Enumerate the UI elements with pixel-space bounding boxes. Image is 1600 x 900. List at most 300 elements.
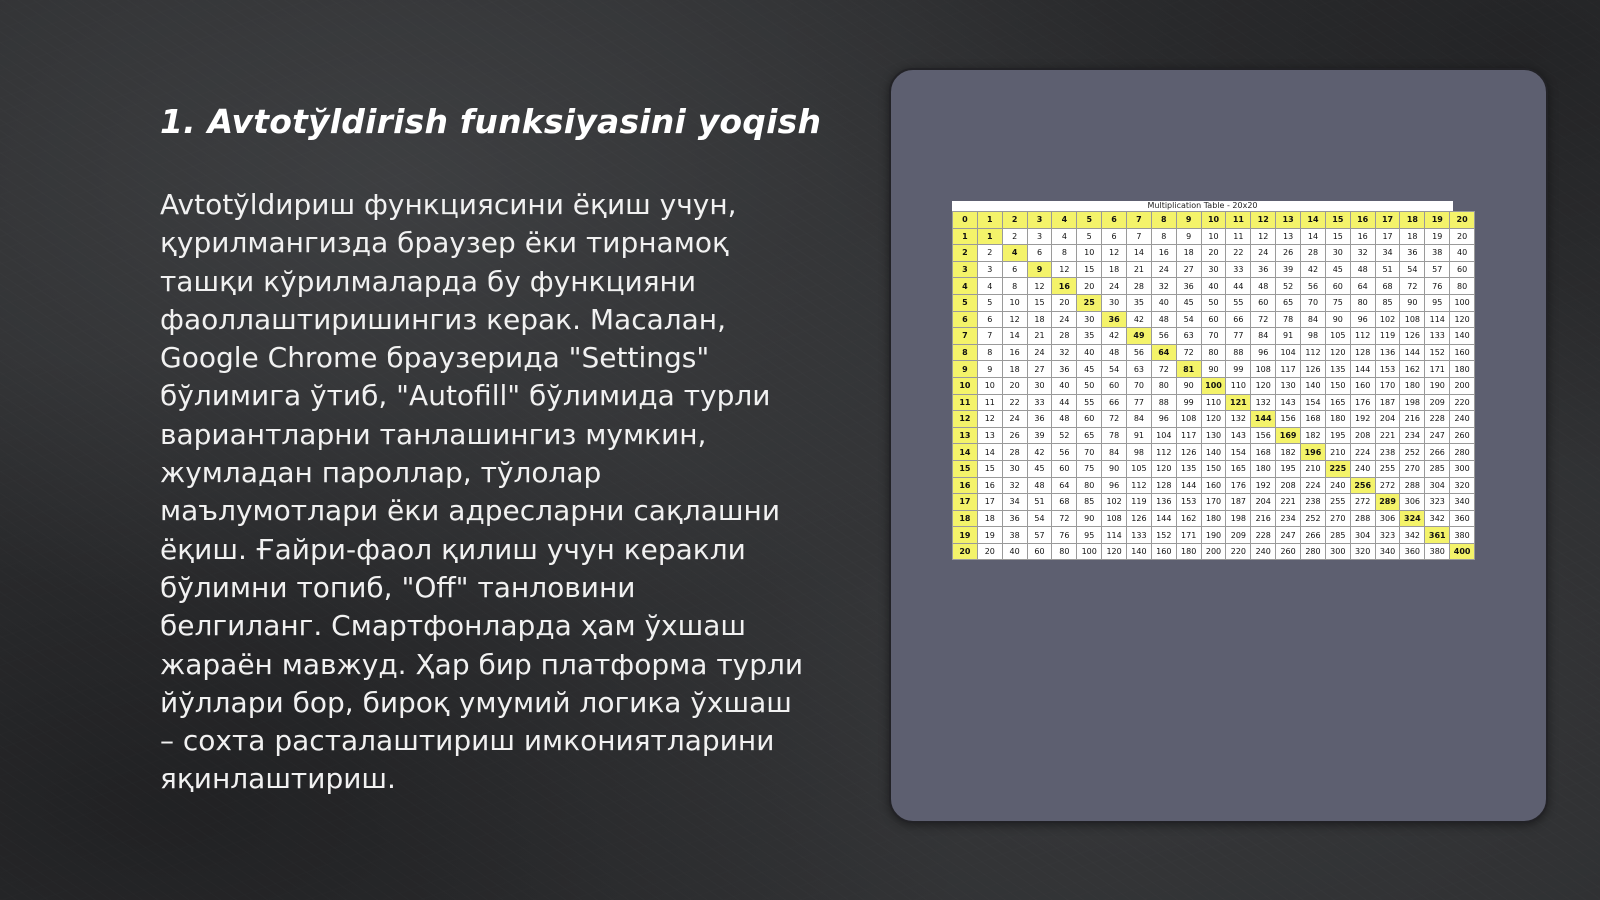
- table-cell: 68: [1052, 494, 1077, 511]
- table-cell: 30: [1102, 294, 1127, 311]
- table-cell: 380: [1450, 527, 1475, 544]
- table-cell: 84: [1301, 311, 1326, 328]
- table-row: [953, 494, 1475, 511]
- slide-body-text: Avtotўldириш функциясини ёқиш учун, қурилмангизда браузер ёки тирнамоқ ташқи кўрилмаларда бу функцияни фаоллаштиришингиз керак. Масалан, Google Chrome браузерида "Settings" бўлимига ўтиб, "Autofill" бўлимида турли вариантларни танлашингиз мумкин, жумладан пароллар, тўлолар маълумотлари ёки адресларни сақлашни ёқиш. Ғайри-фаол қилиш учун керакли бўлимни топиб, "Off" танловини белгиланг. Смартфонларда ҳам ўхшаш жараён мавжуд. Ҳар бир платформа турли йўллари бор, бироқ умумий логика ўхшаш – сохта расталаштириш имкониятларини яқинлаштириш.: [160, 188, 804, 796]
- table-cell: 102: [1375, 311, 1400, 328]
- table-square-cell: 1: [977, 228, 1002, 245]
- table-cell: 15: [1027, 294, 1052, 311]
- table-cell: 288: [1400, 477, 1425, 494]
- table-cell: 78: [1276, 311, 1301, 328]
- table-cell: 112: [1350, 328, 1375, 345]
- table-column-header: 18: [1400, 212, 1425, 229]
- table-cell: 220: [1226, 543, 1251, 560]
- table-cell: 72: [1400, 278, 1425, 295]
- table-cell: 323: [1375, 527, 1400, 544]
- table-column-header: 6: [1102, 212, 1127, 229]
- table-cell: 18: [1400, 228, 1425, 245]
- table-cell: 51: [1027, 494, 1052, 511]
- table-cell: 32: [1151, 278, 1176, 295]
- table-column-header: 2: [1002, 212, 1027, 229]
- table-cell: 168: [1251, 444, 1276, 461]
- table-cell: 28: [1052, 328, 1077, 345]
- table-cell: 30: [1002, 460, 1027, 477]
- table-cell: 16: [1350, 228, 1375, 245]
- table-column-header: 7: [1127, 212, 1152, 229]
- table-cell: 126: [1127, 510, 1152, 527]
- table-cell: 272: [1375, 477, 1400, 494]
- table-column-header: 9: [1176, 212, 1201, 229]
- table-cell: 221: [1276, 494, 1301, 511]
- table-row: [953, 261, 1475, 278]
- table-row: [953, 361, 1475, 378]
- table-cell: 143: [1226, 427, 1251, 444]
- table-row-header: 6: [953, 311, 978, 328]
- table-cell: 80: [1052, 543, 1077, 560]
- table-cell: 117: [1176, 427, 1201, 444]
- table-cell: 160: [1151, 543, 1176, 560]
- table-cell: 165: [1325, 394, 1350, 411]
- table-cell: 45: [1077, 361, 1102, 378]
- table-cell: 36: [1251, 261, 1276, 278]
- table-cell: 21: [1127, 261, 1152, 278]
- table-cell: 17: [977, 494, 1002, 511]
- table-cell: 54: [1102, 361, 1127, 378]
- table-cell: 77: [1127, 394, 1152, 411]
- table-cell: 32: [1002, 477, 1027, 494]
- table-cell: 228: [1425, 411, 1450, 428]
- table-cell: 216: [1251, 510, 1276, 527]
- table-cell: 34: [1375, 245, 1400, 262]
- table-cell: 180: [1450, 361, 1475, 378]
- table-cell: 80: [1350, 294, 1375, 311]
- table-row-header: 18: [953, 510, 978, 527]
- table-cell: 288: [1350, 510, 1375, 527]
- table-cell: 160: [1350, 377, 1375, 394]
- table-cell: 136: [1375, 344, 1400, 361]
- table-cell: 80: [1151, 377, 1176, 394]
- table-cell: 42: [1301, 261, 1326, 278]
- table-cell: 85: [1077, 494, 1102, 511]
- table-cell: 144: [1176, 477, 1201, 494]
- table-cell: 112: [1301, 344, 1326, 361]
- table-cell: 96: [1350, 311, 1375, 328]
- table-cell: 28: [1002, 444, 1027, 461]
- table-cell: 70: [1201, 328, 1226, 345]
- table-square-cell: 225: [1325, 460, 1350, 477]
- table-cell: 272: [1350, 494, 1375, 511]
- table-cell: 88: [1226, 344, 1251, 361]
- table-cell: 90: [1176, 377, 1201, 394]
- table-cell: 56: [1151, 328, 1176, 345]
- table-cell: 210: [1325, 444, 1350, 461]
- table-cell: 126: [1400, 328, 1425, 345]
- table-cell: 4: [977, 278, 1002, 295]
- table-cell: 48: [1251, 278, 1276, 295]
- table-cell: 24: [1151, 261, 1176, 278]
- table-cell: 95: [1425, 294, 1450, 311]
- table-cell: 8: [1002, 278, 1027, 295]
- table-column-header: 12: [1251, 212, 1276, 229]
- table-cell: 5: [1077, 228, 1102, 245]
- table-cell: 64: [1350, 278, 1375, 295]
- table-cell: 7: [977, 328, 1002, 345]
- table-cell: 360: [1450, 510, 1475, 527]
- table-cell: 200: [1450, 377, 1475, 394]
- table-cell: 208: [1350, 427, 1375, 444]
- table-row-header: 1: [953, 228, 978, 245]
- table-cell: 252: [1301, 510, 1326, 527]
- table-square-cell: 100: [1201, 377, 1226, 394]
- table-cell: 18: [977, 510, 1002, 527]
- table-cell: 8: [1151, 228, 1176, 245]
- table-row: [953, 527, 1475, 544]
- table-cell: 140: [1301, 377, 1326, 394]
- table-cell: 176: [1350, 394, 1375, 411]
- table-cell: 6: [977, 311, 1002, 328]
- table-cell: 154: [1301, 394, 1326, 411]
- table-row-header: 20: [953, 543, 978, 560]
- table-cell: 221: [1375, 427, 1400, 444]
- table-cell: 132: [1226, 411, 1251, 428]
- table-square-cell: 289: [1375, 494, 1400, 511]
- table-row: [953, 228, 1475, 245]
- table-cell: 60: [1077, 411, 1102, 428]
- table-row-header: 9: [953, 361, 978, 378]
- table-square-cell: 196: [1301, 444, 1326, 461]
- table-cell: 38: [1425, 245, 1450, 262]
- table-cell: 153: [1176, 494, 1201, 511]
- table-cell: 60: [1325, 278, 1350, 295]
- table-cell: 160: [1450, 344, 1475, 361]
- table-cell: 44: [1052, 394, 1077, 411]
- table-cell: 135: [1176, 460, 1201, 477]
- table-cell: 323: [1425, 494, 1450, 511]
- table-cell: 200: [1201, 543, 1226, 560]
- table-cell: 224: [1350, 444, 1375, 461]
- table-cell: 105: [1127, 460, 1152, 477]
- table-cell: 33: [1027, 394, 1052, 411]
- table-cell: 12: [1027, 278, 1052, 295]
- table-cell: 170: [1375, 377, 1400, 394]
- table-cell: 52: [1276, 278, 1301, 295]
- table-cell: 55: [1077, 394, 1102, 411]
- table-cell: 24: [1251, 245, 1276, 262]
- table-cell: 40: [1077, 344, 1102, 361]
- table-cell: 342: [1400, 527, 1425, 544]
- table-cell: 90: [1077, 510, 1102, 527]
- table-column-header: 20: [1450, 212, 1475, 229]
- table-row: [953, 427, 1475, 444]
- table-cell: 90: [1325, 311, 1350, 328]
- table-cell: 72: [1176, 344, 1201, 361]
- table-row-header: 3: [953, 261, 978, 278]
- table-cell: 28: [1127, 278, 1152, 295]
- table-cell: 342: [1425, 510, 1450, 527]
- table-column-header: 4: [1052, 212, 1077, 229]
- table-cell: 33: [1226, 261, 1251, 278]
- table-cell: 75: [1325, 294, 1350, 311]
- table-cell: 60: [1251, 294, 1276, 311]
- table-cell: 170: [1201, 494, 1226, 511]
- table-cell: 40: [1002, 543, 1027, 560]
- table-cell: 14: [977, 444, 1002, 461]
- table-cell: 240: [1251, 543, 1276, 560]
- table-row-header: 12: [953, 411, 978, 428]
- table-cell: 247: [1276, 527, 1301, 544]
- table-cell: 65: [1276, 294, 1301, 311]
- table-row: [953, 460, 1475, 477]
- table-cell: 66: [1226, 311, 1251, 328]
- table-cell: 154: [1226, 444, 1251, 461]
- table-cell: 96: [1102, 477, 1127, 494]
- table-cell: 120: [1450, 311, 1475, 328]
- table-cell: 76: [1425, 278, 1450, 295]
- table-cell: 228: [1251, 527, 1276, 544]
- table-cell: 144: [1400, 344, 1425, 361]
- table-cell: 140: [1450, 328, 1475, 345]
- table-cell: 40: [1450, 245, 1475, 262]
- table-cell: 56: [1127, 344, 1152, 361]
- table-cell: 117: [1276, 361, 1301, 378]
- table-cell: 195: [1325, 427, 1350, 444]
- table-cell: 198: [1400, 394, 1425, 411]
- table-cell: 70: [1127, 377, 1152, 394]
- table-cell: 36: [1052, 361, 1077, 378]
- table-cell: 20: [1077, 278, 1102, 295]
- table-cell: 28: [1301, 245, 1326, 262]
- table-cell: 234: [1276, 510, 1301, 527]
- table-cell: 48: [1151, 311, 1176, 328]
- table-cell: 20: [1002, 377, 1027, 394]
- table-cell: 300: [1450, 460, 1475, 477]
- table-row-header: 17: [953, 494, 978, 511]
- table-cell: 240: [1450, 411, 1475, 428]
- table-cell: 54: [1176, 311, 1201, 328]
- table-cell: 10: [977, 377, 1002, 394]
- table-cell: 78: [1102, 427, 1127, 444]
- table-cell: 60: [1102, 377, 1127, 394]
- table-cell: 171: [1176, 527, 1201, 544]
- table-cell: 50: [1201, 294, 1226, 311]
- table-cell: 15: [1077, 261, 1102, 278]
- table-row: [953, 377, 1475, 394]
- multiplication-table-image: [952, 201, 1471, 560]
- table-cell: 45: [1325, 261, 1350, 278]
- table-cell: 360: [1400, 543, 1425, 560]
- table-cell: 60: [1201, 311, 1226, 328]
- table-row: [953, 394, 1475, 411]
- table-cell: 26: [1276, 245, 1301, 262]
- table-column-header: 3: [1027, 212, 1052, 229]
- table-cell: 180: [1251, 460, 1276, 477]
- table-cell: 20: [977, 543, 1002, 560]
- table-cell: 140: [1201, 444, 1226, 461]
- table-row: [953, 411, 1475, 428]
- table-cell: 128: [1350, 344, 1375, 361]
- table-cell: 182: [1301, 427, 1326, 444]
- table-cell: 40: [1201, 278, 1226, 295]
- table-cell: 140: [1127, 543, 1152, 560]
- table-cell: 102: [1102, 494, 1127, 511]
- table-cell: 45: [1176, 294, 1201, 311]
- table-cell: 24: [1052, 311, 1077, 328]
- table-cell: 153: [1375, 361, 1400, 378]
- table-cell: 8: [1052, 245, 1077, 262]
- table-cell: 240: [1350, 460, 1375, 477]
- table-cell: 72: [1052, 510, 1077, 527]
- table-cell: 180: [1176, 543, 1201, 560]
- table-cell: 70: [1301, 294, 1326, 311]
- table-cell: 24: [1002, 411, 1027, 428]
- table-cell: 60: [1450, 261, 1475, 278]
- table-cell: 130: [1276, 377, 1301, 394]
- table-cell: 21: [1027, 328, 1052, 345]
- table-cell: 40: [1151, 294, 1176, 311]
- table-cell: 304: [1350, 527, 1375, 544]
- table-cell: 8: [977, 344, 1002, 361]
- table-cell: 27: [1027, 361, 1052, 378]
- table-cell: 95: [1077, 527, 1102, 544]
- table-cell: 85: [1375, 294, 1400, 311]
- table-square-cell: 64: [1151, 344, 1176, 361]
- table-corner-cell: 0: [953, 212, 978, 229]
- table-cell: 210: [1301, 460, 1326, 477]
- table-row: [953, 294, 1475, 311]
- table-square-cell: 324: [1400, 510, 1425, 527]
- table-cell: 56: [1301, 278, 1326, 295]
- table-cell: 135: [1325, 361, 1350, 378]
- table-cell: 152: [1425, 344, 1450, 361]
- table-cell: 12: [1251, 228, 1276, 245]
- table-cell: 26: [1002, 427, 1027, 444]
- table-row: [953, 543, 1475, 560]
- table-cell: 72: [1102, 411, 1127, 428]
- table-cell: 42: [1102, 328, 1127, 345]
- table-cell: 260: [1276, 543, 1301, 560]
- table-cell: 18: [1002, 361, 1027, 378]
- table-cell: 45: [1027, 460, 1052, 477]
- table-row-header: 10: [953, 377, 978, 394]
- table-cell: 104: [1151, 427, 1176, 444]
- table-cell: 132: [1251, 394, 1276, 411]
- table-cell: 15: [977, 460, 1002, 477]
- table-cell: 180: [1400, 377, 1425, 394]
- multiplication-table: [952, 211, 1475, 560]
- table-cell: 270: [1400, 460, 1425, 477]
- table-row: [953, 344, 1475, 361]
- table-cell: 57: [1027, 527, 1052, 544]
- table-cell: 11: [1226, 228, 1251, 245]
- table-cell: 285: [1425, 460, 1450, 477]
- table-cell: 108: [1102, 510, 1127, 527]
- table-column-header: 10: [1201, 212, 1226, 229]
- table-cell: 22: [1226, 245, 1251, 262]
- table-cell: 120: [1102, 543, 1127, 560]
- table-cell: 75: [1077, 460, 1102, 477]
- table-cell: 126: [1301, 361, 1326, 378]
- table-cell: 120: [1325, 344, 1350, 361]
- table-cell: 300: [1325, 543, 1350, 560]
- table-cell: 216: [1400, 411, 1425, 428]
- table-cell: 35: [1127, 294, 1152, 311]
- table-cell: 192: [1251, 477, 1276, 494]
- table-cell: 320: [1350, 543, 1375, 560]
- table-cell: 20: [1450, 228, 1475, 245]
- table-cell: 14: [1002, 328, 1027, 345]
- table-row-header: 8: [953, 344, 978, 361]
- table-cell: 11: [977, 394, 1002, 411]
- table-cell: 165: [1226, 460, 1251, 477]
- table-cell: 72: [1151, 361, 1176, 378]
- table-cell: 255: [1325, 494, 1350, 511]
- table-square-cell: 49: [1127, 328, 1152, 345]
- table-cell: 120: [1251, 377, 1276, 394]
- table-cell: 36: [1027, 411, 1052, 428]
- table-cell: 190: [1201, 527, 1226, 544]
- table-cell: 120: [1201, 411, 1226, 428]
- table-column-header: 14: [1301, 212, 1326, 229]
- table-cell: 38: [1002, 527, 1027, 544]
- table-cell: 195: [1276, 460, 1301, 477]
- table-square-cell: 400: [1450, 543, 1475, 560]
- table-square-cell: 144: [1251, 411, 1276, 428]
- table-row: [953, 245, 1475, 262]
- table-cell: 110: [1226, 377, 1251, 394]
- table-cell: 306: [1400, 494, 1425, 511]
- table-cell: 84: [1102, 444, 1127, 461]
- table-cell: 133: [1127, 527, 1152, 544]
- table-row: [953, 278, 1475, 295]
- table-cell: 114: [1425, 311, 1450, 328]
- table-cell: 190: [1425, 377, 1450, 394]
- table-cell: 204: [1375, 411, 1400, 428]
- table-cell: 209: [1226, 527, 1251, 544]
- table-row-header: 7: [953, 328, 978, 345]
- table-cell: 119: [1375, 328, 1400, 345]
- table-cell: 14: [1127, 245, 1152, 262]
- table-cell: 72: [1251, 311, 1276, 328]
- table-cell: 77: [1226, 328, 1251, 345]
- table-cell: 24: [1027, 344, 1052, 361]
- table-cell: 152: [1151, 527, 1176, 544]
- table-cell: 143: [1276, 394, 1301, 411]
- table-cell: 60: [1052, 460, 1077, 477]
- table-cell: 100: [1450, 294, 1475, 311]
- table-cell: 99: [1176, 394, 1201, 411]
- table-cell: 63: [1127, 361, 1152, 378]
- table-cell: 39: [1276, 261, 1301, 278]
- table-cell: 18: [1176, 245, 1201, 262]
- table-cell: 144: [1350, 361, 1375, 378]
- table-row-header: 16: [953, 477, 978, 494]
- table-column-header: 1: [977, 212, 1002, 229]
- table-cell: 36: [1002, 510, 1027, 527]
- table-cell: 98: [1127, 444, 1152, 461]
- table-column-header: 8: [1151, 212, 1176, 229]
- table-row-header: 14: [953, 444, 978, 461]
- table-cell: 36: [1400, 245, 1425, 262]
- table-cell: 80: [1450, 278, 1475, 295]
- table-header-row: [953, 212, 1475, 229]
- table-cell: 270: [1325, 510, 1350, 527]
- table-row: [953, 477, 1475, 494]
- table-cell: 19: [1425, 228, 1450, 245]
- table-cell: 54: [1027, 510, 1052, 527]
- table-cell: 126: [1176, 444, 1201, 461]
- table-cell: 6: [1102, 228, 1127, 245]
- table-cell: 255: [1375, 460, 1400, 477]
- table-cell: 240: [1325, 477, 1350, 494]
